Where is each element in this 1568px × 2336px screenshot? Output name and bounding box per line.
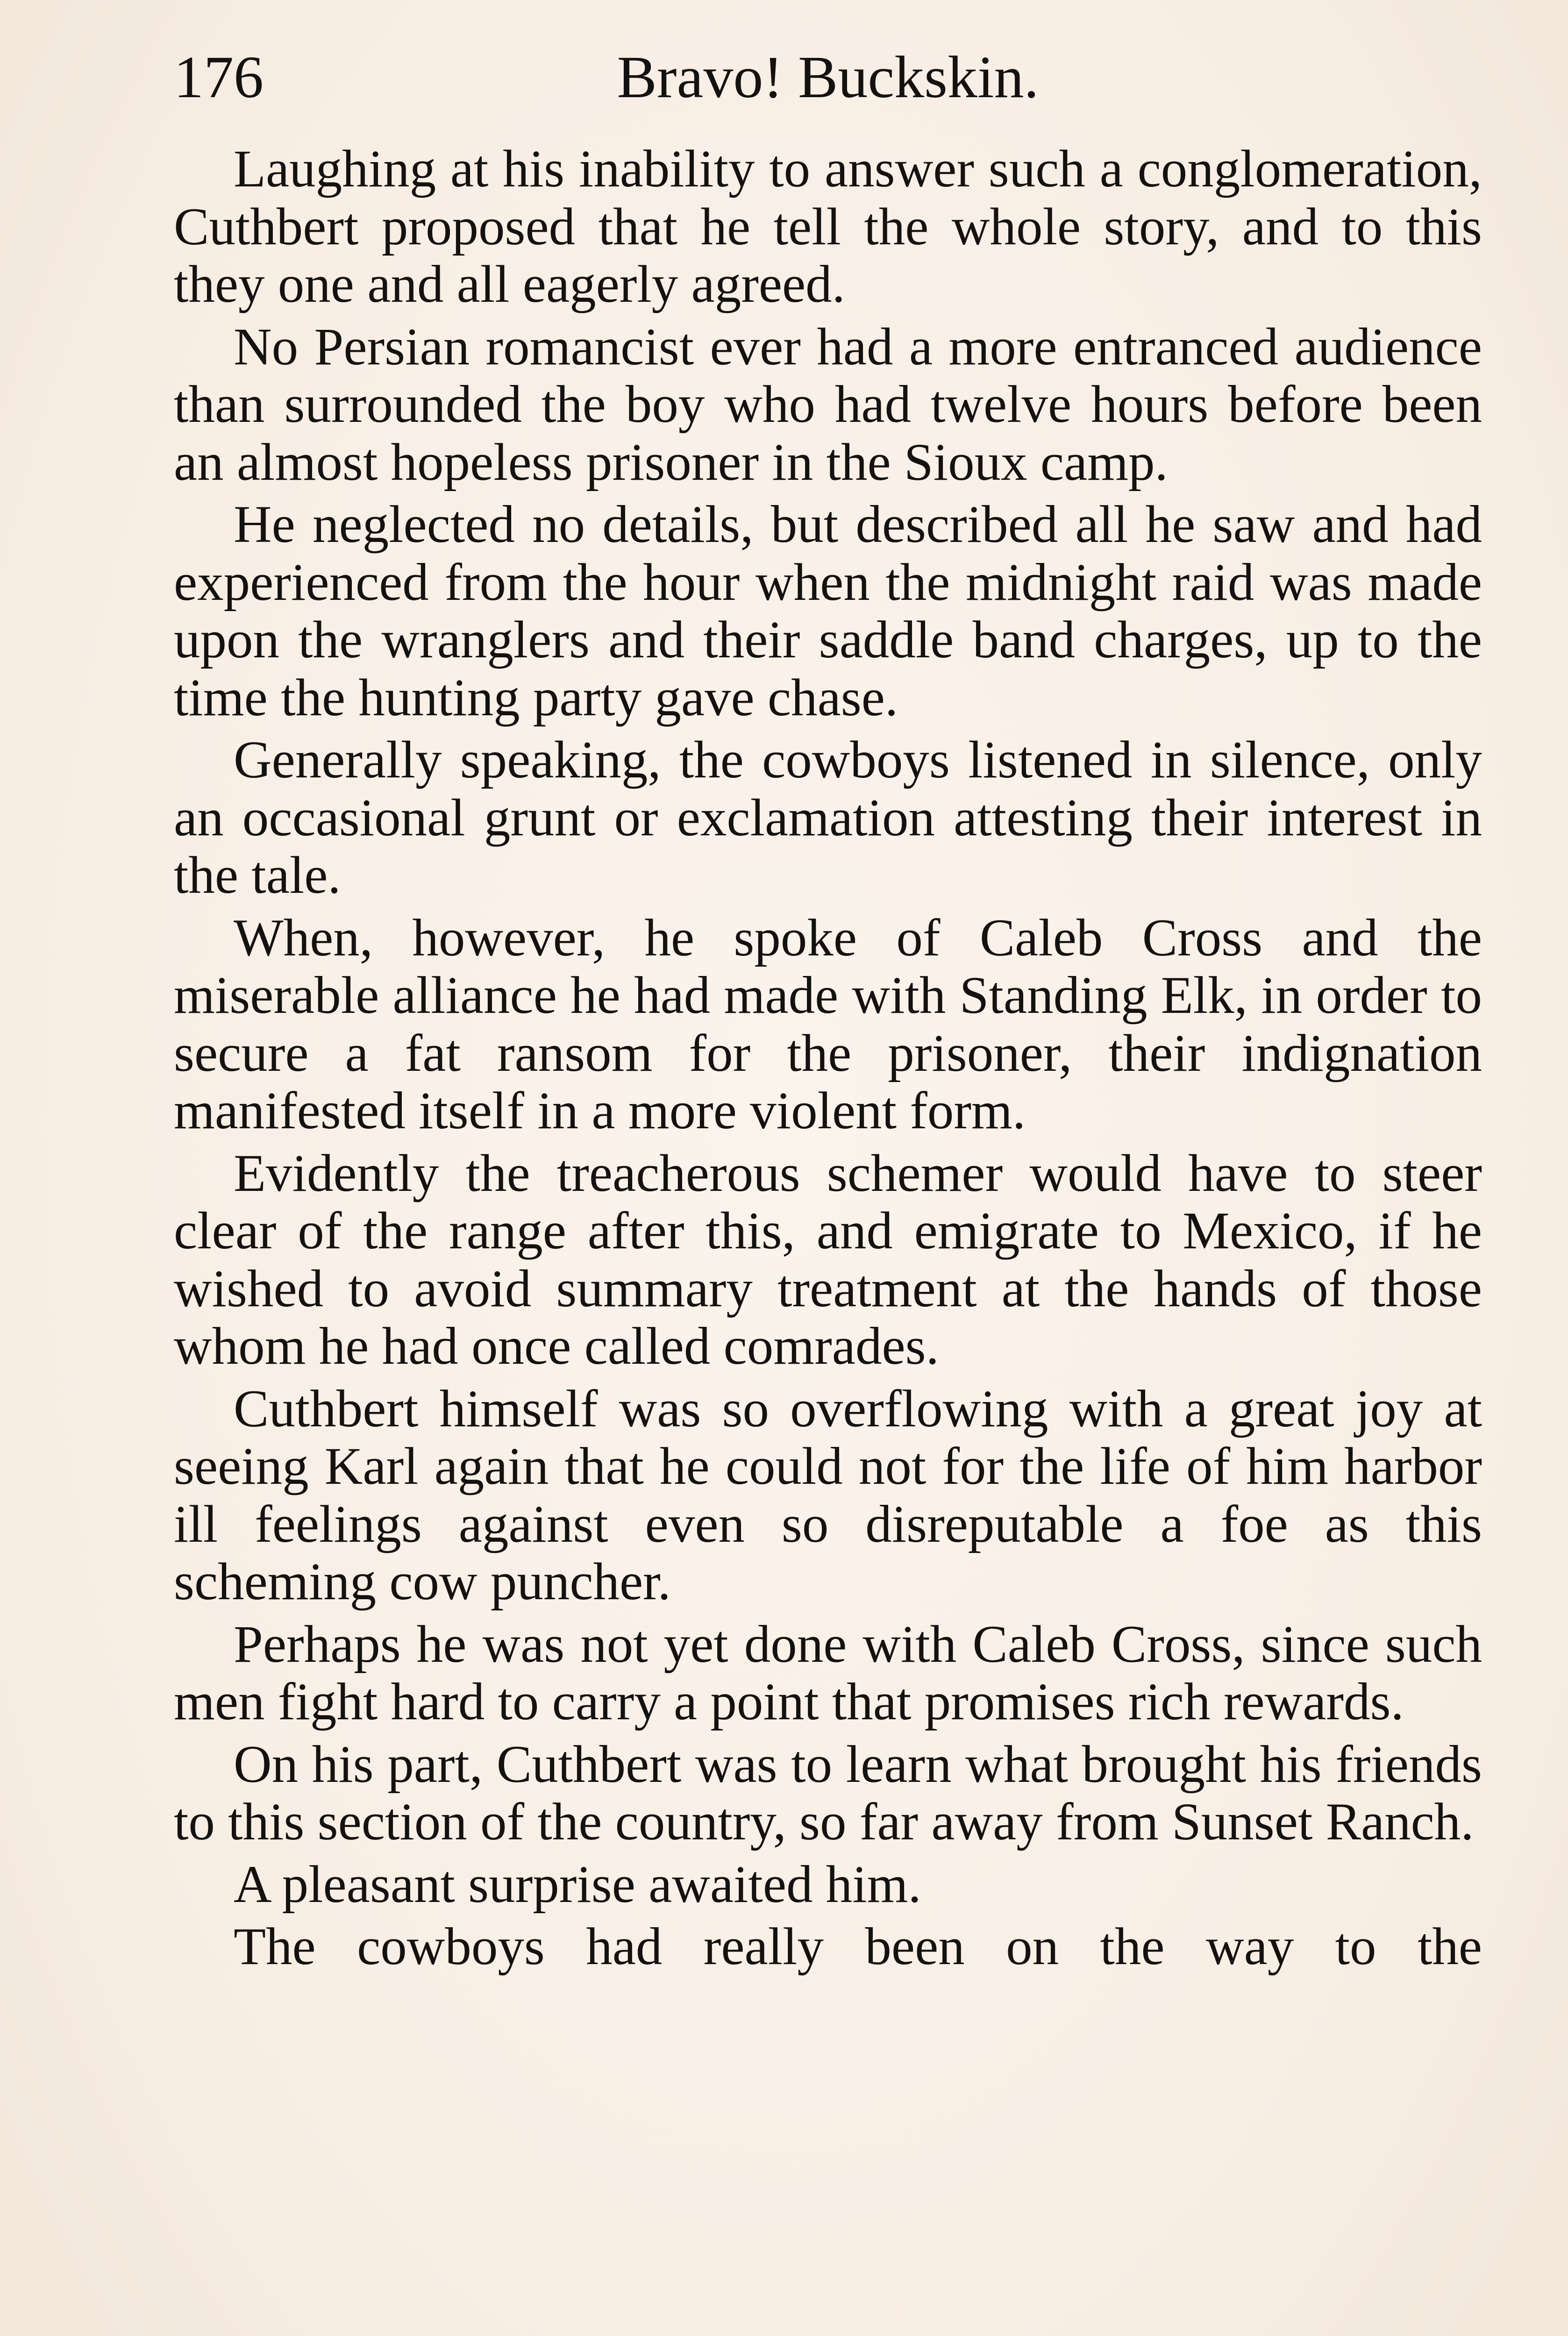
paragraph-continued: The cowboys had really been on the way to the bbox=[234, 1917, 1482, 1976]
paragraph: He neglected no details, but described all he saw and had experienced from the hour when the midnight raid was made upon the wranglers and their saddle band charges, up to the time the hunting party gave chase. bbox=[174, 495, 1482, 727]
paragraph: Evidently the treacherous schemer would have to steer clear of the range after this, and emigrate to Mexico, if he wished to avoid summary treatment at the hands of those whom he had once called comrades. bbox=[174, 1144, 1482, 1375]
running-title: Bravo! Buckskin. bbox=[617, 44, 1039, 110]
paragraph: No Persian romancist ever had a more entranced audience than surrounded the boy who had twelve hours before been an almost hopeless prisoner in the Sioux camp. bbox=[174, 317, 1482, 491]
paragraph: On his part, Cuthbert was to learn what brought his friends to this section of the country, so far away from Sunset Ranch. bbox=[174, 1735, 1482, 1851]
paragraph: A pleasant surprise awaited him. bbox=[234, 1855, 921, 1914]
page-number: 176 bbox=[174, 44, 264, 110]
paragraph: Cuthbert himself was so overflowing with a great joy at seeing Karl again that he could not for the life of him harbor ill feelings against even so disreputable a foe as this scheming cow puncher. bbox=[174, 1379, 1482, 1611]
paragraph: Perhaps he was not yet done with Caleb Cross, since such men fight hard to carry a point that promises rich rewards. bbox=[174, 1615, 1482, 1731]
paragraph: When, however, he spoke of Caleb Cross and the miserable alliance he had made with Standing Elk, in order to secure a fat ransom for the prisoner, their indignation manifested itself in a more violent form. bbox=[174, 908, 1482, 1140]
body-text bbox=[174, 140, 1482, 1980]
running-head bbox=[174, 37, 1482, 117]
paragraph: Laughing at his inability to answer such a conglomeration, Cuthbert proposed that he tell the whole story, and to this they one and all eagerly agreed. bbox=[174, 140, 1482, 313]
paragraph: Generally speaking, the cowboys listened in silence, only an occasional grunt or exclamation attesting their interest in the tale. bbox=[174, 731, 1482, 904]
